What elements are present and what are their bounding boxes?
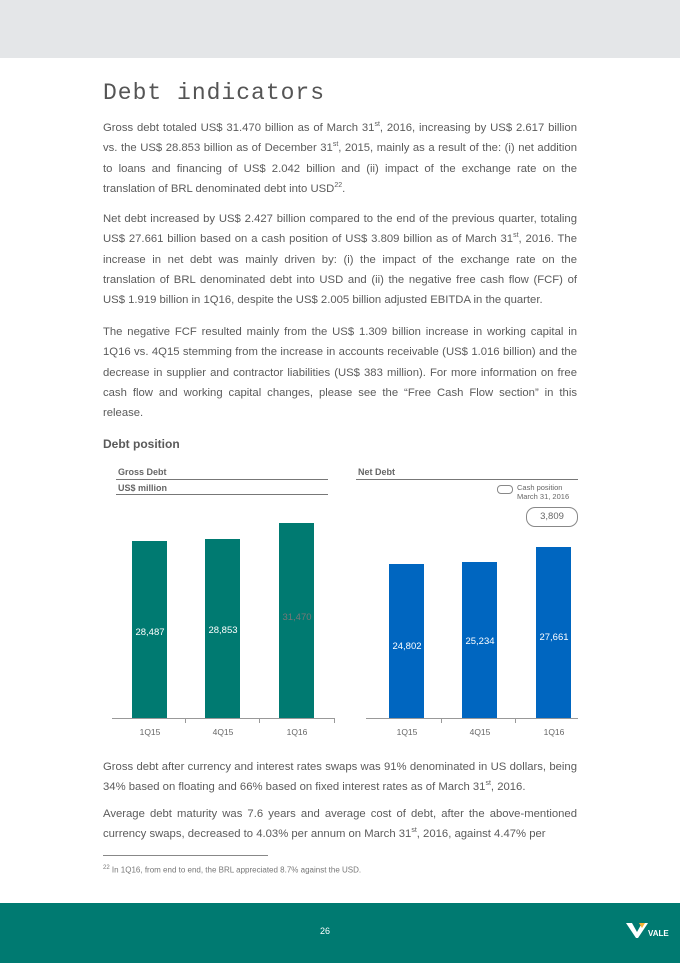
footnote: $^{22}$ In 1Q16, from end to end, the BRL appreciated 8.7% against the USD. — [103, 865, 362, 875]
gross-debt-category-label: 1Q16 — [286, 727, 308, 737]
gross-debt-value-label: 28,853 — [208, 625, 238, 636]
net-debt-title: Net Debt — [358, 467, 396, 477]
net-debt-category-label: 1Q15 — [396, 727, 418, 737]
gross-debt-value-label: 28,487 — [135, 627, 165, 638]
gross-debt-axis — [112, 718, 334, 719]
footer-band — [0, 903, 680, 963]
paragraph-gross-debt: Gross debt totaled US$ 31.470 billion as of March 31st, 2016, increasing by US$ 2.617 billion vs. the US$ 28.853 billion as of December 31st, 2015, mainly as a result of the: (i) net addition to loans and financing of US$ 2.042 billion and (ii) impact of the exchange rate on the translation of BRL denominated debt into USD$^{22}$. — [103, 121, 577, 195]
gross-debt-category-label: 1Q15 — [139, 727, 161, 737]
net-debt-axis — [366, 718, 578, 719]
paragraph-maturity: Average debt maturity was 7.6 years and average cost of debt, after the above-mentioned currency swaps, decreased to 4.03% per annum on March 31st, 2016, against 4.47% per — [103, 808, 577, 841]
net-debt-title-rule — [356, 479, 578, 480]
net-debt-value-label: 25,234 — [465, 636, 495, 647]
gross-debt-category-label: 4Q15 — [212, 727, 234, 737]
cash-position-legend-marker — [497, 485, 513, 494]
gross-debt-unit-rule — [116, 494, 328, 495]
vale-logo-text: VALE — [648, 929, 669, 938]
paragraph-negative-fcf: The negative FCF resulted mainly from the US$ 1.309 billion increase in working capital in 1Q16 vs. 4Q15 stemming from the increase in accounts receivable (US$ 1.016 billion) and the decrease in supplier and contractor liabilities (US$ 383 million). For more information on free cash flow and working capital changes, please see the “Free Cash Flow section” in this release. — [103, 326, 577, 420]
gross-debt-title: Gross Debt — [118, 467, 167, 477]
cash-position-legend-label: Cash position March 31, 2016 — [517, 483, 570, 501]
net-debt-category-label: 4Q15 — [469, 727, 491, 737]
vale-logo-icon — [626, 921, 648, 939]
gross-debt-title-rule — [116, 479, 328, 480]
footnote-rule — [103, 855, 268, 856]
page-number: 26 — [319, 926, 330, 936]
page-title: Debt indicators — [103, 80, 326, 106]
net-debt-value-label: 24,802 — [392, 641, 422, 652]
paragraph-net-debt: Net debt increased by US$ 2.427 billion compared to the end of the previous quarter, totaling US$ 27.661 billion based on a cash position of US$ 3.809 billion as of March 31st, 2016. The increase in net debt was mainly driven by: (i) the impact of the exchange rate on the translation of BRL denominated debt into USD and (ii) the negative free cash flow (FCF) of US$ 1.919 billion in 1Q16, despite the US$ 2.005 billion adjusted EBITDA in the quarter. — [103, 213, 577, 307]
gross-debt-value-label: 31,470 — [282, 612, 312, 623]
gross-debt-axis-tick — [334, 718, 335, 723]
cash-position-value: 3,809 — [526, 507, 578, 527]
net-debt-category-label: 1Q16 — [543, 727, 565, 737]
paragraph-swaps: Gross debt after currency and interest rates swaps was 91% denominated in US dollars, being 34% based on floating and 66% based on fixed interest rates as of March 31st, 2016. — [103, 761, 577, 794]
section-heading: Debt position — [103, 437, 180, 451]
top-band — [0, 0, 680, 58]
net-debt-value-label: 27,661 — [539, 632, 569, 643]
gross-debt-unit: US$ million — [118, 483, 168, 493]
